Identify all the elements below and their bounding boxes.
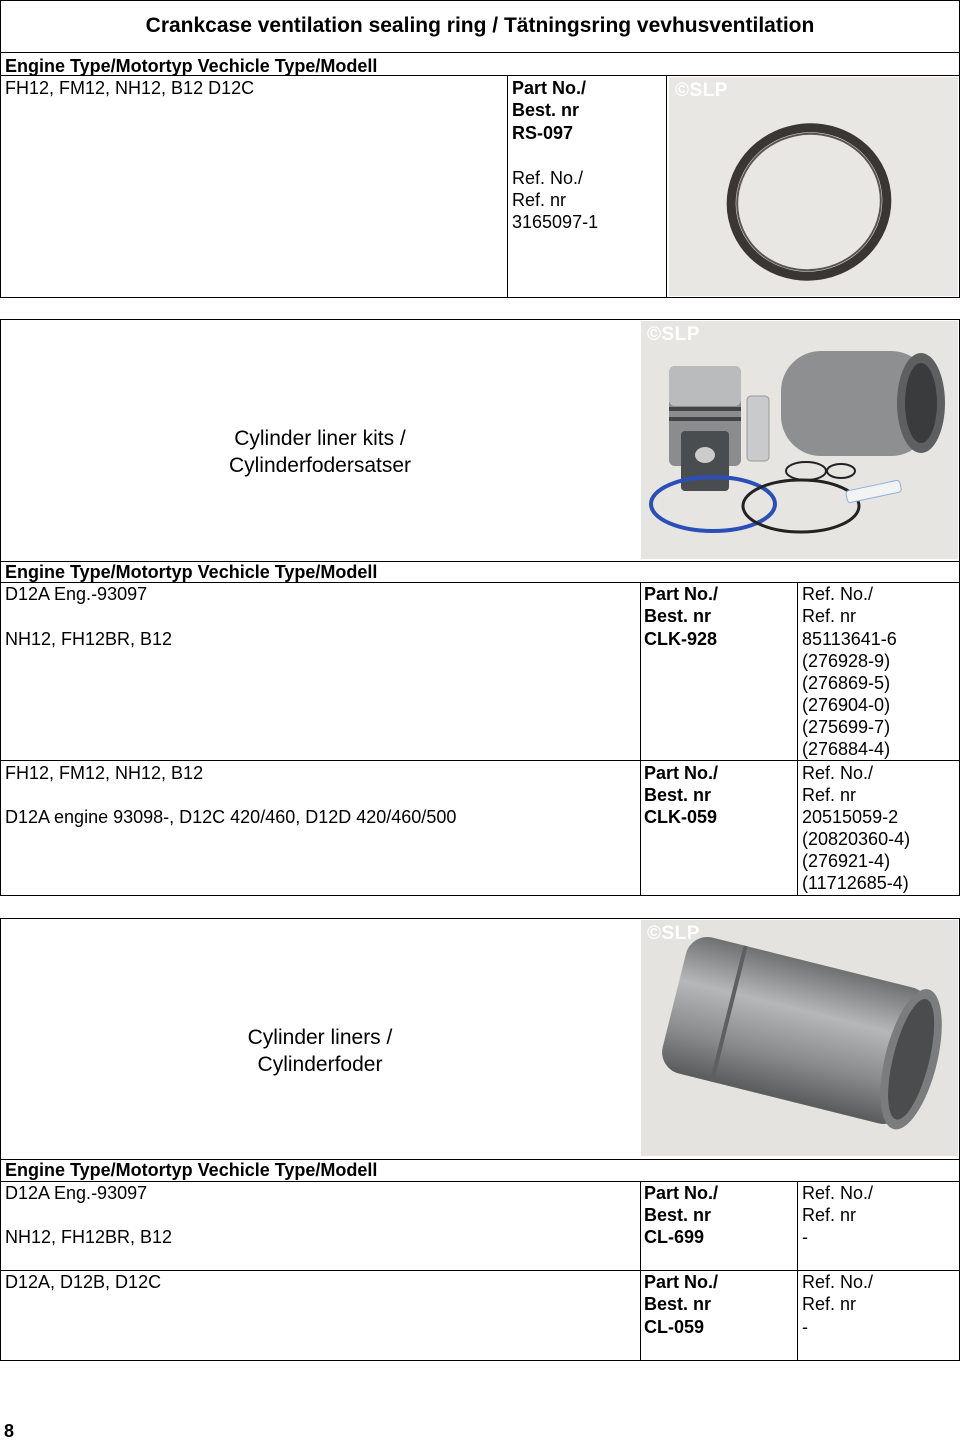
cylinder-liner-icon: [641, 920, 958, 1156]
slp-logo: ©SLP: [647, 923, 700, 944]
divider: [640, 582, 641, 895]
liner-kit-icon: [641, 321, 958, 559]
ref-nr-label: Ref. nr: [802, 1294, 857, 1314]
section-title: Crankcase ventilation sealing ring / Tätningsring vevhusventilation: [145, 14, 815, 37]
ref-no-label: Ref. No./: [802, 1272, 874, 1292]
ref-number: (11712685-4): [802, 873, 909, 893]
vehicle-models: FH12, FM12, NH12, B12: [5, 763, 204, 783]
engine-type: D12A Eng.-93097: [5, 584, 148, 604]
ref-number: -: [802, 1227, 808, 1247]
engine-type: D12A, D12B, D12C: [5, 1272, 162, 1292]
section-title-line2: Cylinderfoder: [257, 1053, 383, 1076]
ref-nr-label: Ref. nr: [802, 785, 857, 805]
ref-nr-label: Ref. nr: [802, 1205, 857, 1225]
part-no-label: Part No./: [512, 78, 587, 98]
ref-number: (20820360-4): [802, 829, 911, 849]
sealing-ring-photo: [669, 77, 958, 296]
divider: [0, 760, 960, 761]
part-number: CLK-928: [644, 629, 718, 649]
part-number: CLK-059: [644, 807, 718, 827]
divider: [507, 75, 508, 297]
sealing-ring-icon: [669, 77, 958, 296]
divider: [666, 75, 667, 297]
ref-nr-label: Ref. nr: [802, 606, 857, 626]
table-header: Engine Type/Motortyp Vechicle Type/Modell: [5, 562, 378, 582]
part-number: RS-097: [512, 123, 574, 143]
part-number: CL-059: [644, 1317, 705, 1337]
ref-number: 20515059-2: [802, 807, 899, 827]
vehicle-models: FH12, FM12, NH12, B12 D12C: [5, 78, 255, 98]
page-number: 8: [4, 1421, 15, 1441]
ref-number: 3165097-1: [512, 212, 599, 232]
part-no-label: Part No./: [644, 763, 719, 783]
part-no-label: Part No./: [644, 1272, 719, 1292]
part-number: CL-699: [644, 1227, 705, 1247]
liner-kit-photo: [641, 321, 958, 559]
section-title-line2: Cylinderfodersatser: [228, 454, 412, 477]
ref-no-label: Ref. No./: [802, 763, 874, 783]
best-nr-label: Best. nr: [644, 1205, 712, 1225]
ref-number: (276884-4): [802, 739, 891, 759]
vehicle-models: NH12, FH12BR, B12: [5, 629, 173, 649]
ref-number: (276904-0): [802, 695, 891, 715]
cylinder-liner-photo: [641, 920, 958, 1156]
vehicle-models: NH12, FH12BR, B12: [5, 1227, 173, 1247]
divider: [797, 582, 798, 895]
part-no-label: Part No./: [644, 1183, 719, 1203]
ref-nr-label: Ref. nr: [512, 190, 567, 210]
section-title-line1: Cylinder liners /: [247, 1026, 393, 1049]
ref-number: (275699-7): [802, 717, 891, 737]
ref-number: (276928-9): [802, 651, 891, 671]
best-nr-label: Best. nr: [644, 1294, 712, 1314]
best-nr-label: Best. nr: [644, 606, 712, 626]
best-nr-label: Best. nr: [644, 785, 712, 805]
divider: [0, 75, 960, 76]
ref-no-label: Ref. No./: [802, 1183, 874, 1203]
slp-logo: ©SLP: [675, 80, 728, 101]
ref-number: (276921-4): [802, 851, 891, 871]
ref-number: 85113641-6: [802, 629, 897, 649]
ref-no-label: Ref. No./: [512, 168, 584, 188]
ref-number: (276869-5): [802, 673, 891, 693]
section-title-line1: Cylinder liner kits /: [234, 427, 406, 450]
slp-logo: ©SLP: [647, 324, 700, 345]
ref-number: -: [802, 1317, 808, 1337]
divider: [0, 52, 960, 53]
part-no-label: Part No./: [644, 584, 719, 604]
engine-type: D12A Eng.-93097: [5, 1183, 148, 1203]
best-nr-label: Best. nr: [512, 100, 580, 120]
ref-no-label: Ref. No./: [802, 584, 874, 604]
table-header: Engine Type/Motortyp Vechicle Type/Modell: [5, 56, 378, 76]
table-header: Engine Type/Motortyp Vechicle Type/Modell: [5, 1160, 378, 1180]
engine-type: D12A engine 93098-, D12C 420/460, D12D 420/460/500: [5, 807, 457, 827]
